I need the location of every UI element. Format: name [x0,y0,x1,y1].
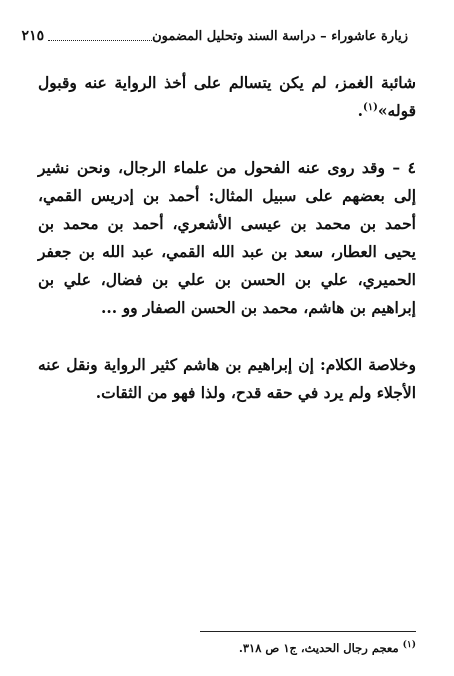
paragraph-3: وخلاصة الكلام: إن إبراهيم بن هاشم كثير الرواية ونقل عنه الأجلاء ولم يرد في حقه قدح، ولذا فهو من الثقات. [38,355,416,402]
paragraph-1-tail: . [357,101,364,120]
page-number-group [22,29,153,43]
footnote-marker: (١) [402,640,416,651]
footnote-reference: (١) [363,101,378,113]
page-header [21,24,408,48]
footnote-separator [200,631,416,632]
paragraph-1-text: شائبة الغمز، لم يكن يتسالم على أخذ الرواية عنه وقبول قوله» [38,73,416,120]
header-dots-leader [48,38,152,41]
running-title: زيارة عاشوراء – دراسة السند وتحليل المضمون [152,28,408,44]
footnote [38,640,416,656]
footnote-text: معجم رجال الحديث، ج١ ص ٣١٨. [238,641,399,655]
paragraph-2: ٤ – وقد روى عنه الفحول من علماء الرجال، ونحن نشير إلى بعضهم على سبيل المثال: أحمد بن إدريس القمي، أحمد بن محمد بن عيسى الأشعري، أحمد بن محمد بن يحيى العطار، سعد بن عبد الله القمي، عبد الله بن جعفر الحميري، علي بن الحسن بن علي بن فضال، علي بن إبراهيم بن هاشم، محمد بن الحسن الصفار وو ... [38,158,416,317]
page-number: ٢١٥ [21,28,45,44]
main-text [38,69,416,407]
paragraph-1 [38,69,416,125]
